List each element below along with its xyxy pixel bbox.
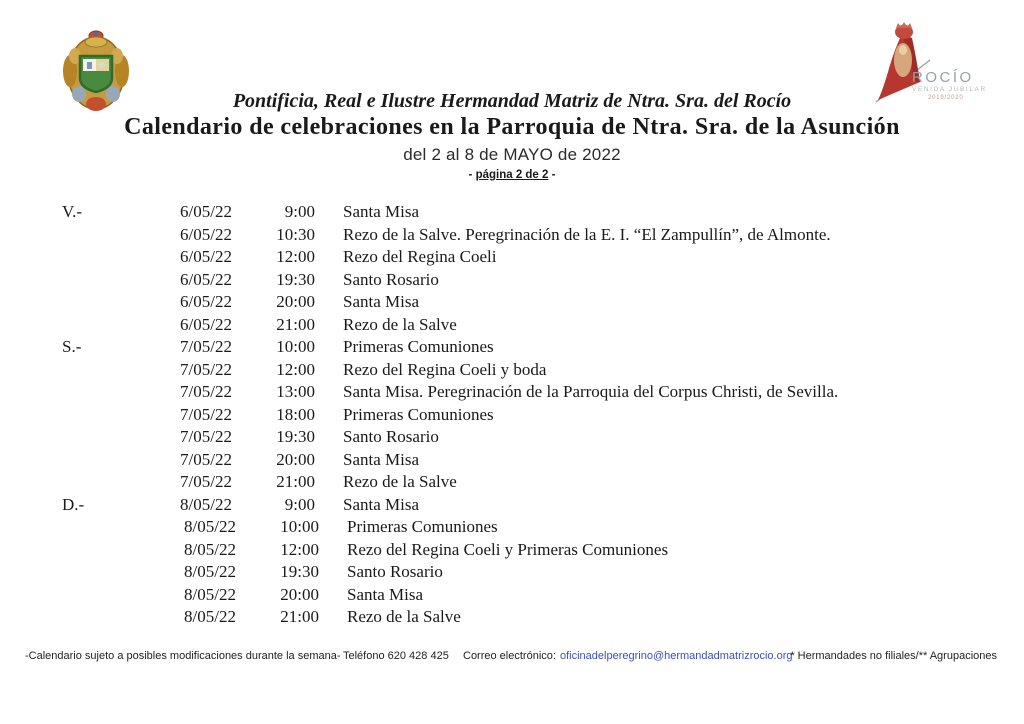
- event-cell: Santa Misa: [343, 202, 420, 221]
- event-cell: Primeras Comuniones: [347, 517, 498, 536]
- event-cell: Santa Misa: [343, 494, 420, 514]
- date-cell: 7/05/22: [180, 427, 232, 446]
- schedule-row: [4, 561, 1024, 584]
- event-cell: Primeras Comuniones: [343, 337, 494, 356]
- date-cell: 7/05/22: [180, 337, 232, 356]
- time-cell: 20:00: [276, 292, 315, 311]
- schedule-row: [0, 224, 1024, 247]
- rocio-logo-subtitle: VENIDA JUBILAR: [912, 86, 987, 93]
- event-cell: Rezo de la Salve. Peregrinación de la E. I. “El Zampullín”, de Almonte.: [343, 224, 831, 244]
- date-cell: 6/05/22: [180, 292, 232, 311]
- schedule-row: [0, 426, 1024, 449]
- day-cell: [62, 291, 175, 314]
- schedule-row: [4, 584, 1024, 607]
- date-cell: 8/05/22: [184, 584, 236, 604]
- day-cell: [66, 516, 179, 539]
- time-cell: 20:00: [280, 584, 319, 604]
- event-cell: Santa Misa: [343, 449, 420, 469]
- event-cell: Rezo del Regina Coeli y Primeras Comuniones: [347, 539, 669, 559]
- footer-legend: * Hermandades no filiales/** Agrupaciones: [790, 650, 997, 662]
- date-cell: 6/05/22: [180, 247, 232, 266]
- page-title: Calendario de celebraciones en la Parroquia de Ntra. Sra. de la Asunción: [124, 114, 900, 140]
- day-cell: [62, 359, 175, 382]
- footer-email-label: Correo electrónico:: [463, 650, 556, 662]
- time-cell: 12:00: [276, 247, 315, 266]
- day-cell: [66, 584, 179, 607]
- date-cell: 6/05/22: [180, 314, 232, 334]
- event-cell: Rezo de la Salve: [343, 314, 457, 334]
- day-cell: [62, 449, 175, 472]
- day-cell: V.-: [62, 202, 82, 221]
- time-cell: 19:30: [280, 562, 319, 581]
- page-indicator: [0, 169, 1024, 181]
- time-cell: 10:00: [280, 517, 319, 536]
- page-indicator-prefix: -: [468, 169, 476, 181]
- time-cell: 19:30: [276, 427, 315, 446]
- time-cell: 10:00: [276, 337, 315, 356]
- time-cell: 9:00: [284, 494, 315, 514]
- event-cell: Rezo del Regina Coeli: [343, 247, 497, 266]
- event-cell: Santa Misa: [347, 584, 424, 604]
- footer-note: -Calendario sujeto a posibles modificaciones durante la semana-: [25, 650, 341, 662]
- date-cell: 8/05/22: [180, 494, 232, 514]
- date-range-subtitle: del 2 al 8 de MAYO de 2022: [403, 145, 621, 164]
- time-cell: 13:00: [276, 382, 315, 401]
- schedule-row: [0, 269, 1024, 292]
- time-cell: 19:30: [276, 269, 315, 289]
- schedule-row: [0, 404, 1024, 427]
- org-title: Pontificia, Real e Ilustre Hermandad Matriz de Ntra. Sra. del Rocío: [232, 90, 792, 112]
- footer-phone: Teléfono 620 428 425: [343, 650, 449, 662]
- date-cell: 6/05/22: [180, 269, 232, 289]
- time-cell: 9:00: [284, 202, 315, 221]
- schedule-row: [0, 246, 1024, 269]
- day-cell: [62, 471, 175, 494]
- schedule-row: [0, 449, 1024, 472]
- day-cell: [66, 606, 179, 629]
- event-cell: Santo Rosario: [343, 269, 439, 289]
- event-cell: Rezo de la Salve: [347, 607, 461, 626]
- day-cell: D.-: [62, 494, 85, 514]
- time-cell: 18:00: [276, 404, 315, 424]
- schedule-row: [0, 291, 1024, 314]
- date-cell: 7/05/22: [180, 382, 232, 401]
- email-link[interactable]: oficinadelperegrino@hermandadmatrizrocio.org: [560, 650, 793, 662]
- schedule-row: [0, 201, 1024, 224]
- day-cell: [62, 404, 175, 427]
- time-cell: 21:00: [276, 314, 315, 334]
- date-cell: 7/05/22: [180, 449, 232, 469]
- day-cell: [62, 314, 175, 337]
- day-cell: [62, 269, 175, 292]
- date-cell: 6/05/22: [180, 202, 232, 221]
- day-cell: [62, 246, 175, 269]
- date-cell: 6/05/22: [180, 224, 232, 244]
- event-cell: Santo Rosario: [347, 562, 443, 581]
- event-cell: Santo Rosario: [343, 427, 439, 446]
- page-indicator-label: página 2 de 2: [475, 169, 549, 181]
- time-cell: 21:00: [276, 472, 315, 491]
- schedule-row: [0, 381, 1024, 404]
- schedule-row: [4, 606, 1024, 629]
- page-footer: [0, 650, 1024, 670]
- rocio-logo-years: 2019/2020: [928, 95, 964, 101]
- day-cell: [66, 561, 179, 584]
- event-cell: Rezo de la Salve: [343, 472, 457, 491]
- date-cell: 7/05/22: [180, 359, 232, 379]
- time-cell: 12:00: [280, 539, 319, 559]
- day-cell: [66, 539, 179, 562]
- day-cell: S.-: [62, 337, 82, 356]
- schedule-row: [0, 336, 1024, 359]
- date-cell: 8/05/22: [184, 562, 236, 581]
- schedule-table: [0, 201, 1024, 629]
- rocio-logo-title: ROCÍO: [912, 69, 974, 86]
- event-cell: Rezo del Regina Coeli y boda: [343, 359, 547, 379]
- page-indicator-suffix: -: [548, 169, 556, 181]
- schedule-row: [0, 471, 1024, 494]
- day-cell: [62, 224, 175, 247]
- schedule-row: [0, 494, 1024, 517]
- event-cell: Santa Misa. Peregrinación de la Parroquia del Corpus Christi, de Sevilla.: [343, 382, 839, 401]
- date-cell: 8/05/22: [184, 517, 236, 536]
- date-cell: 8/05/22: [184, 607, 236, 626]
- schedule-row: [4, 539, 1024, 562]
- schedule-row: [0, 314, 1024, 337]
- time-cell: 10:30: [276, 224, 315, 244]
- event-cell: Primeras Comuniones: [343, 404, 494, 424]
- time-cell: 21:00: [280, 607, 319, 626]
- time-cell: 12:00: [276, 359, 315, 379]
- day-cell: [62, 381, 175, 404]
- schedule-row: [4, 516, 1024, 539]
- day-cell: [62, 426, 175, 449]
- date-cell: 7/05/22: [180, 404, 232, 424]
- event-cell: Santa Misa: [343, 292, 420, 311]
- time-cell: 20:00: [276, 449, 315, 469]
- schedule-row: [0, 359, 1024, 382]
- date-cell: 7/05/22: [180, 472, 232, 491]
- date-cell: 8/05/22: [184, 539, 236, 559]
